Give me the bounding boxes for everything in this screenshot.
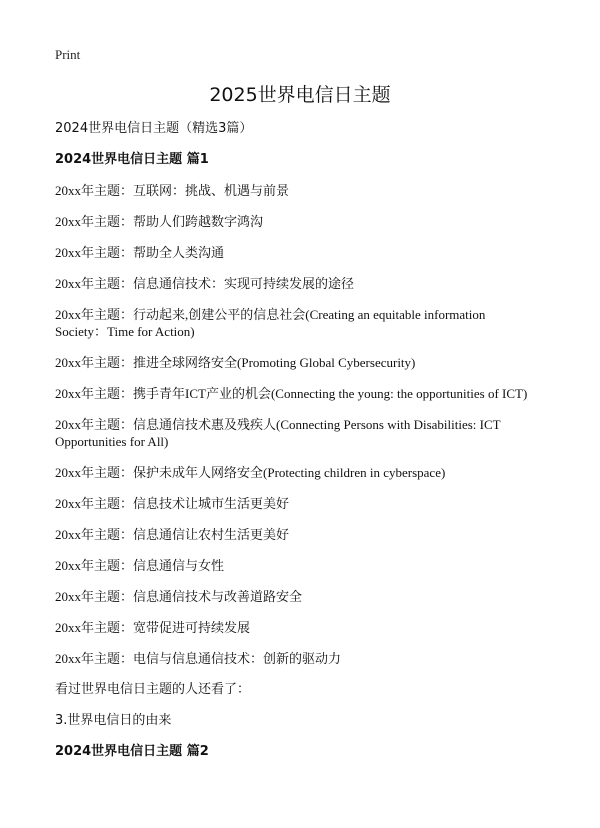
theme-year-prefix: 20xx年主题： [55,276,134,291]
theme-text: 信息通信技术惠及残疾人(Connecting Persons with Disabilities: ICT Opportunities for All) [55,417,501,449]
theme-item [55,354,535,371]
theme-text: 保护未成年人网络安全(Protecting children in cyberspace) [133,465,446,480]
section-heading-1: 2024世界电信日主题 篇1 [55,152,209,167]
theme-text: 互联网：挑战、机遇与前景 [133,183,290,198]
also-viewed-label: 看过世界电信日主题的人还看了： [55,682,251,697]
theme-year-prefix: 20xx年主题： [55,183,134,198]
theme-item [55,526,535,543]
theme-list [55,182,535,667]
theme-text: 信息通信与女性 [133,558,225,573]
document-subtitle: 2024世界电信日主题（精选3篇） [55,121,253,136]
theme-item [55,306,535,340]
theme-text: 宽带促进可持续发展 [133,620,251,635]
theme-year-prefix: 20xx年主题： [55,245,134,260]
theme-item [55,244,535,261]
theme-text: 信息通信技术：实现可持续发展的途径 [133,276,355,291]
theme-item [55,385,535,402]
theme-item [55,416,535,450]
theme-text: 信息技术让城市生活更美好 [133,496,290,511]
document-body [55,120,535,774]
theme-year-prefix: 20xx年主题： [55,417,134,432]
theme-item [55,619,535,636]
theme-item [55,495,535,512]
theme-year-prefix: 20xx年主题： [55,589,134,604]
theme-text: 携手青年ICT产业的机会(Connecting the young: the opportunities of ICT) [133,386,528,401]
theme-text: 行动起来,创建公平的信息社会(Creating an equitable information Society：Time for Action) [55,307,486,339]
theme-item [55,557,535,574]
theme-year-prefix: 20xx年主题： [55,307,134,322]
theme-item [55,213,535,230]
theme-text: 帮助人们跨越数字鸿沟 [133,214,264,229]
theme-year-prefix: 20xx年主题： [55,355,134,370]
print-link[interactable]: Print [55,47,81,62]
related-article-link[interactable]: 3.世界电信日的由来 [55,713,172,728]
theme-year-prefix: 20xx年主题： [55,386,134,401]
theme-text: 信息通信让农村生活更美好 [133,527,290,542]
theme-text: 推进全球网络安全(Promoting Global Cybersecurity) [133,355,416,370]
theme-text: 电信与信息通信技术：创新的驱动力 [133,651,342,666]
page-title: 2025世界电信日主题 [209,84,391,106]
theme-item [55,588,535,605]
theme-year-prefix: 20xx年主题： [55,651,134,666]
theme-text: 信息通信技术与改善道路安全 [133,589,303,604]
theme-item [55,275,535,292]
section-heading-2: 2024世界电信日主题 篇2 [55,744,209,759]
theme-year-prefix: 20xx年主题： [55,558,134,573]
theme-year-prefix: 20xx年主题： [55,527,134,542]
theme-year-prefix: 20xx年主题： [55,496,134,511]
theme-year-prefix: 20xx年主题： [55,620,134,635]
theme-year-prefix: 20xx年主题： [55,214,134,229]
theme-item [55,650,535,667]
theme-item [55,464,535,481]
theme-item [55,182,535,199]
theme-text: 帮助全人类沟通 [133,245,225,260]
theme-year-prefix: 20xx年主题： [55,465,134,480]
